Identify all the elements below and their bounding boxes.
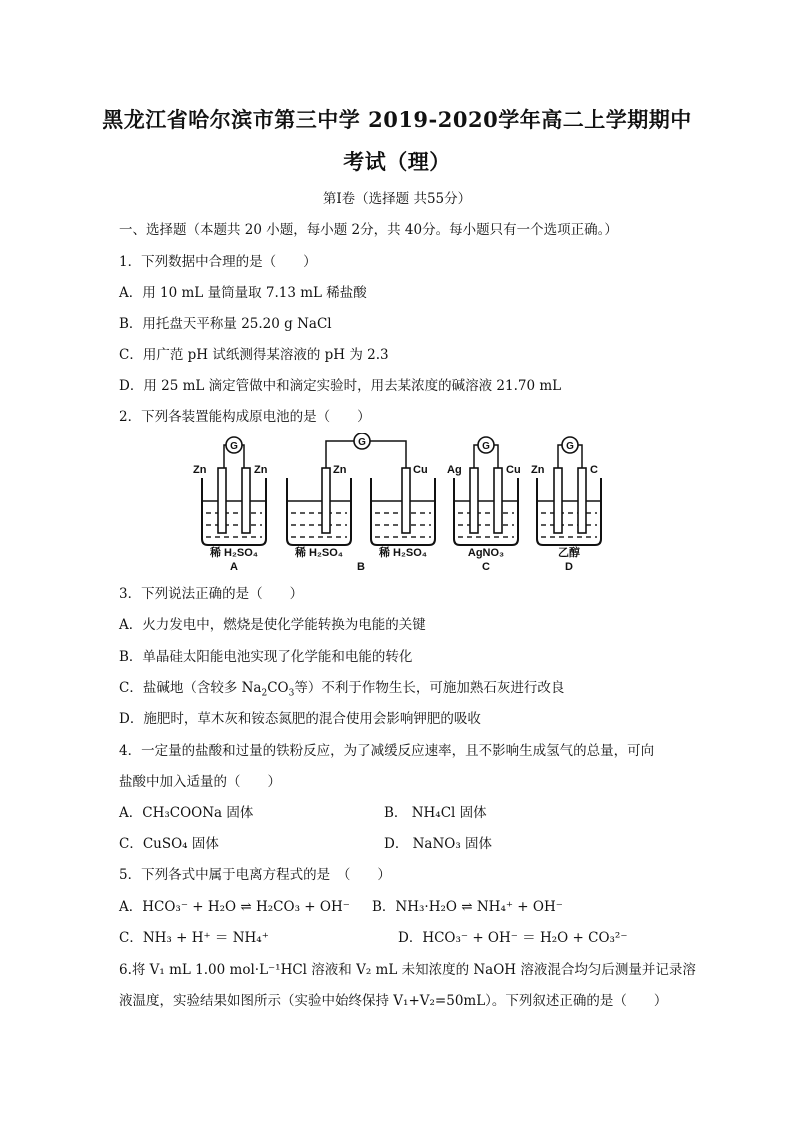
electrode-d-left	[554, 468, 562, 533]
electrode-label-2: Zn	[333, 464, 347, 476]
cell-label-b: B	[357, 561, 365, 573]
electrode-label-5: Cu	[506, 464, 521, 476]
q5-option-d: D．HCO₃⁻ + OH⁻ ＝ H₂O + CO₃²⁻	[398, 930, 628, 946]
cell-label-c: C	[482, 561, 490, 573]
q4-option-b: B． NH₄Cl 固体	[384, 805, 487, 821]
electrode-c-left	[470, 468, 478, 533]
title-line1: 黑龙江省哈尔滨市第三中学 2019-2020学年高二上学期期中	[102, 107, 692, 132]
part1-instructions: 一、选择题（本题共 20 小题，每小题 2分，共 40分。每小题只有一个选项正确。）	[119, 222, 618, 238]
beaker-d	[537, 478, 601, 545]
q5-option-a: A．HCO₃⁻ + H₂O ⇌ H₂CO₃ + OH⁻	[119, 899, 350, 915]
meter-label-c: G	[482, 441, 490, 452]
solution-label-a: 稀 H₂SO₄	[209, 547, 259, 559]
electrode-label-4: Ag	[447, 464, 462, 476]
section-heading: 第Ⅰ卷（选择题 共55分）	[322, 191, 472, 207]
q1-option-d: D．用 25 mL 滴定管做中和滴定实验时，用去某浓度的碱溶液 21.70 mL	[119, 378, 562, 394]
galvanic-cell-figure	[184, 433, 614, 573]
q3-stem: 3．下列说法正确的是（ ）	[119, 586, 304, 602]
electrode-a-right	[242, 468, 250, 533]
q2-stem: 2．下列各装置能构成原电池的是（ ）	[119, 409, 371, 425]
q4-stem-line1: 4．一定量的盐酸和过量的铁粉反应，为了减缓反应速率，且不影响生成氢气的总量，可向	[119, 743, 655, 759]
title-line2: 考试（理）	[343, 149, 451, 174]
solution-label-c: AgNO₃	[467, 547, 505, 559]
electrode-label-6: Zn	[531, 464, 545, 476]
q3-option-b: B．单晶硅太阳能电池实现了化学能和电能的转化	[119, 649, 413, 665]
meter-label-a: G	[230, 441, 238, 452]
beaker-a	[202, 478, 266, 545]
electrode-b-left	[322, 468, 330, 533]
q3-option-d: D．施肥时，草木灰和铵态氮肥的混合使用会影响钾肥的吸收	[119, 711, 481, 727]
q6-line1: 6.将 V₁ mL 1.00 mol·L⁻¹HCl 溶液和 V₂ mL 未知浓度的 NaOH 溶液混合均匀后测量并记录溶	[119, 962, 696, 978]
cell-label-d: D	[565, 561, 573, 573]
q4-option-d: D． NaNO₃ 固体	[384, 836, 493, 852]
beaker-b-left	[287, 478, 351, 545]
beaker-c	[454, 478, 518, 545]
q1-option-a: A．用 10 mL 量筒量取 7.13 mL 稀盐酸	[119, 285, 367, 301]
q1-option-c: C．用广范 pH 试纸测得某溶液的 pH 为 2.3	[119, 347, 389, 363]
q5-option-c: C．NH₃ + H⁺ ＝ NH₄⁺	[119, 930, 269, 946]
q4-option-c: C．CuSO₄ 固体	[119, 836, 219, 852]
meter-label-b: G	[358, 437, 366, 448]
q3-option-a: A．火力发电中，燃烧是使化学能转换为电能的关键	[119, 617, 426, 633]
q1-option-b: B．用托盘天平称量 25.20 g NaCl	[119, 316, 332, 332]
q5-stem: 5．下列各式中属于电离方程式的是 （ ）	[119, 867, 391, 883]
q4-option-a: A．CH₃COONa 固体	[119, 805, 254, 821]
q6-line2: 液温度，实验结果如图所示（实验中始终保持 V₁+V₂=50mL）。下列叙述正确的是（ ）	[119, 993, 668, 1009]
meter-label-d: G	[566, 441, 574, 452]
electrode-label-7: C	[590, 464, 598, 476]
electrode-label-3: Cu	[413, 464, 428, 476]
q1-stem: 1．下列数据中合理的是（ ）	[119, 254, 317, 270]
solution-label-b-right: 稀 H₂SO₄	[378, 547, 428, 559]
cell-label-a: A	[230, 561, 238, 573]
electrode-d-right	[578, 468, 586, 533]
electrode-label-1: Zn	[254, 464, 268, 476]
q4-stem-line2: 盐酸中加入适量的（ ）	[119, 774, 281, 790]
solution-label-b-left: 稀 H₂SO₄	[294, 547, 344, 559]
electrode-c-right	[494, 468, 502, 533]
electrode-label-0: Zn	[193, 464, 207, 476]
solution-label-d: 乙醇	[558, 547, 580, 559]
q3-option-c: C．盐碱地（含较多 $Na_2CO_3$等）不利于作物生长，可施加熟石灰进行改良	[119, 680, 565, 699]
electrode-a-left	[218, 468, 226, 533]
electrode-b-right	[402, 468, 410, 533]
q5-option-b: B．NH₃·H₂O ⇌ NH₄⁺ + OH⁻	[372, 899, 563, 915]
